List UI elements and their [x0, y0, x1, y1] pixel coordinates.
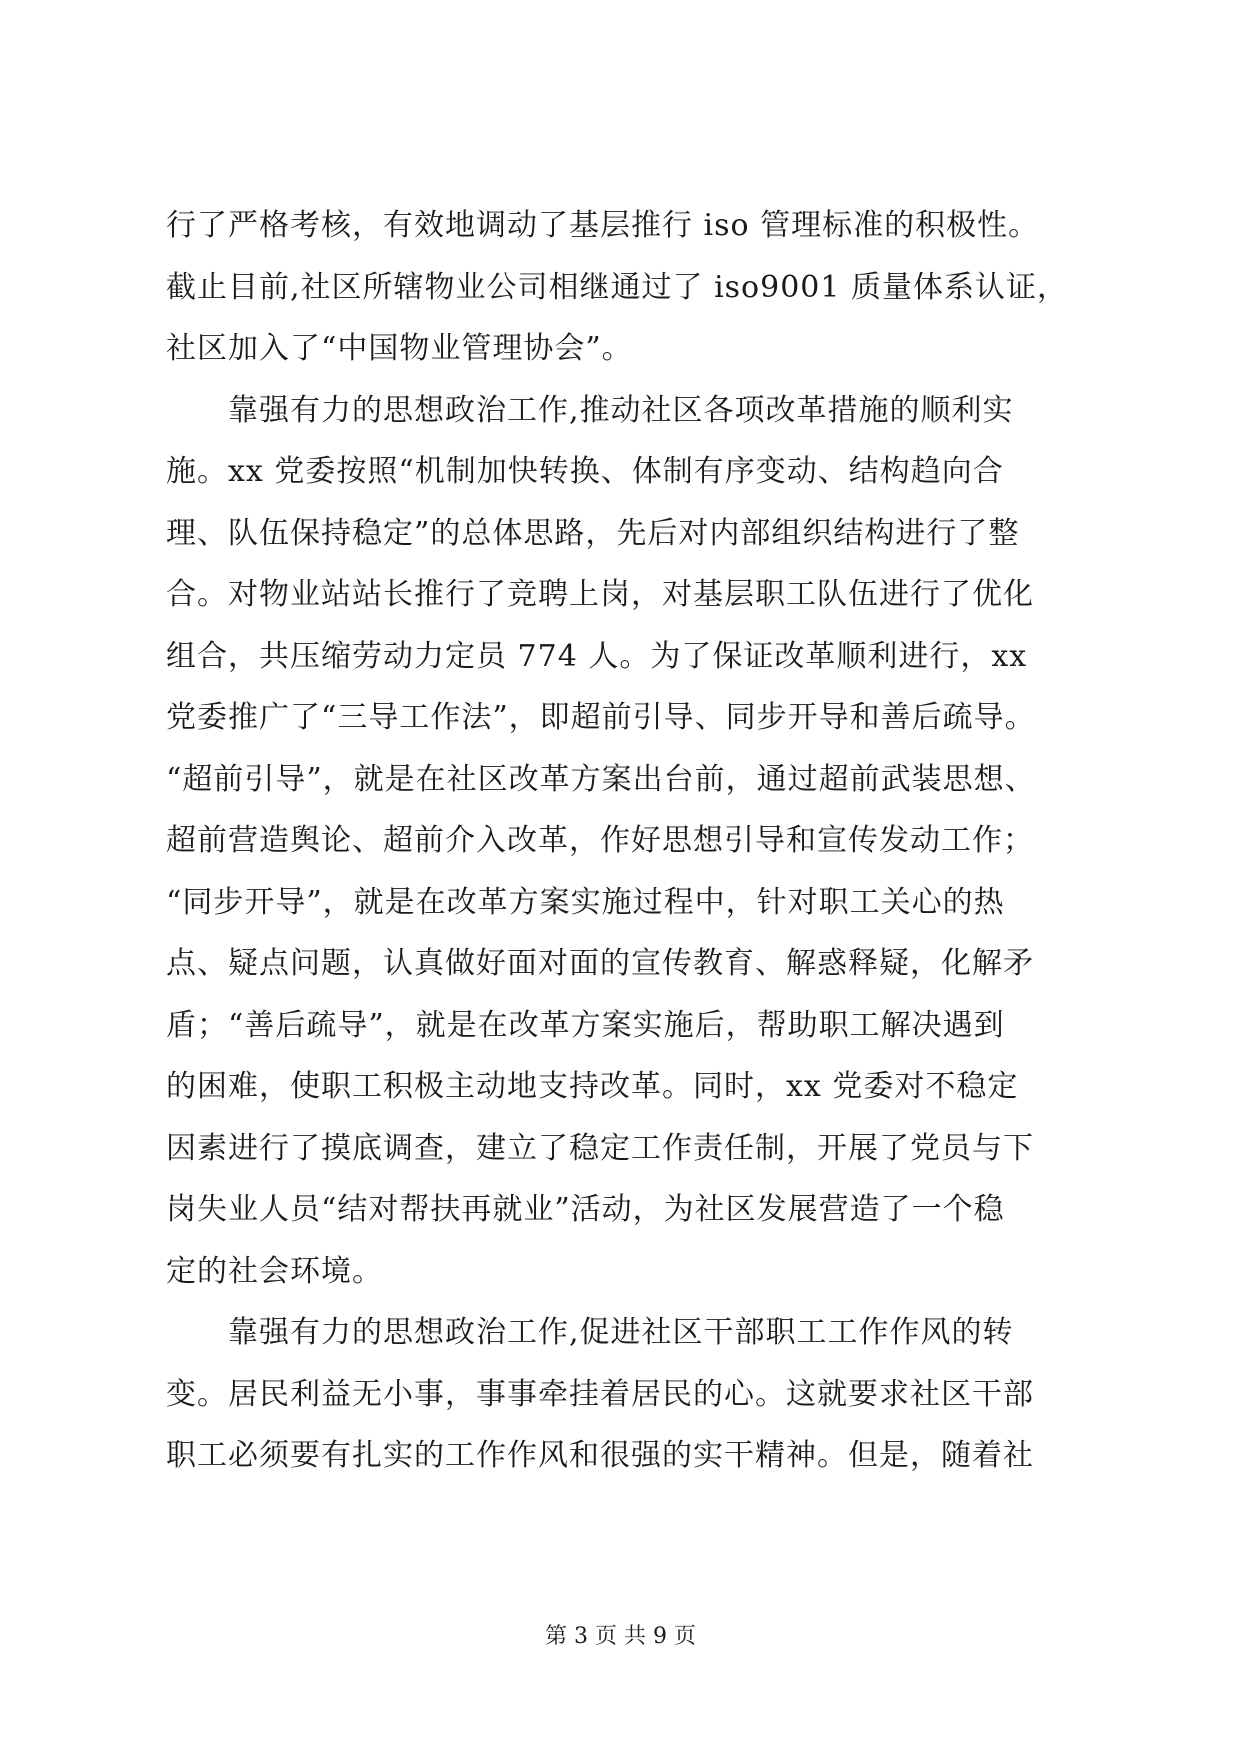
text-line: 施。xx 党委按照“机制加快转换、体制有序变动、结构趋向合: [166, 454, 1004, 489]
body-text: [166, 195, 1096, 1487]
text-line: 岗失业人员“结对帮扶再就业”活动，为社区发展营造了一个稳: [166, 1192, 1005, 1227]
text-line: 职工必须要有扎实的工作作风和很强的实干精神。但是，随着社: [166, 1438, 1034, 1473]
text-line: “超前引导”，就是在社区改革方案出台前，通过超前武装思想、: [166, 761, 1036, 797]
text-line: 社区加入了“中国物业管理协会”。: [166, 331, 633, 366]
text-line: 行了严格考核，有效地调动了基层推行 iso 管理标准的积极性。: [166, 208, 1040, 243]
text-line: 超前营造舆论、超前介入改革，作好思想引导和宣传发动工作；: [166, 823, 1034, 858]
text-line: 组合，共压缩劳动力定员 774 人。为了保证改革顺利进行，xx: [166, 638, 1028, 674]
page-number: 第 3 页 共 9 页: [545, 1624, 696, 1649]
text-line: 截止目前,社区所辖物业公司相继通过了 iso9001 质量体系认证，: [166, 269, 1069, 305]
text-line: 理、队伍保持稳定”的总体思路，先后对内部组织结构进行了整: [166, 515, 1020, 551]
text-line: “同步开导”，就是在改革方案实施过程中，针对职工关心的热: [166, 884, 1005, 920]
text-line: 盾；“善后疏导”，就是在改革方案实施后，帮助职工解决遇到: [166, 1007, 1005, 1043]
text-line: 靠强有力的思想政治工作,推动社区各项改革措施的顺利实: [166, 392, 1014, 428]
text-line: 变。居民利益无小事，事事牵挂着居民的心。这就要求社区干部: [166, 1376, 1034, 1412]
text-line: 点、疑点问题，认真做好面对面的宣传教育、解惑释疑，化解矛: [166, 946, 1034, 981]
text-line: 党委推广了“三导工作法”，即超前引导、同步开导和善后疏导。: [166, 700, 1036, 735]
text-line: 的困难，使职工积极主动地支持改革。同时，xx 党委对不稳定: [166, 1069, 1019, 1104]
text-line: 靠强有力的思想政治工作,促进社区干部职工工作作风的转: [166, 1315, 1014, 1350]
page-footer: [0, 1622, 1241, 1652]
text-line: 因素进行了摸底调查，建立了稳定工作责任制，开展了党员与下: [166, 1130, 1034, 1166]
text-line: 定的社会环境。: [166, 1253, 383, 1289]
text-line: 合。对物业站站长推行了竞聘上岗，对基层职工队伍进行了优化: [166, 577, 1034, 612]
